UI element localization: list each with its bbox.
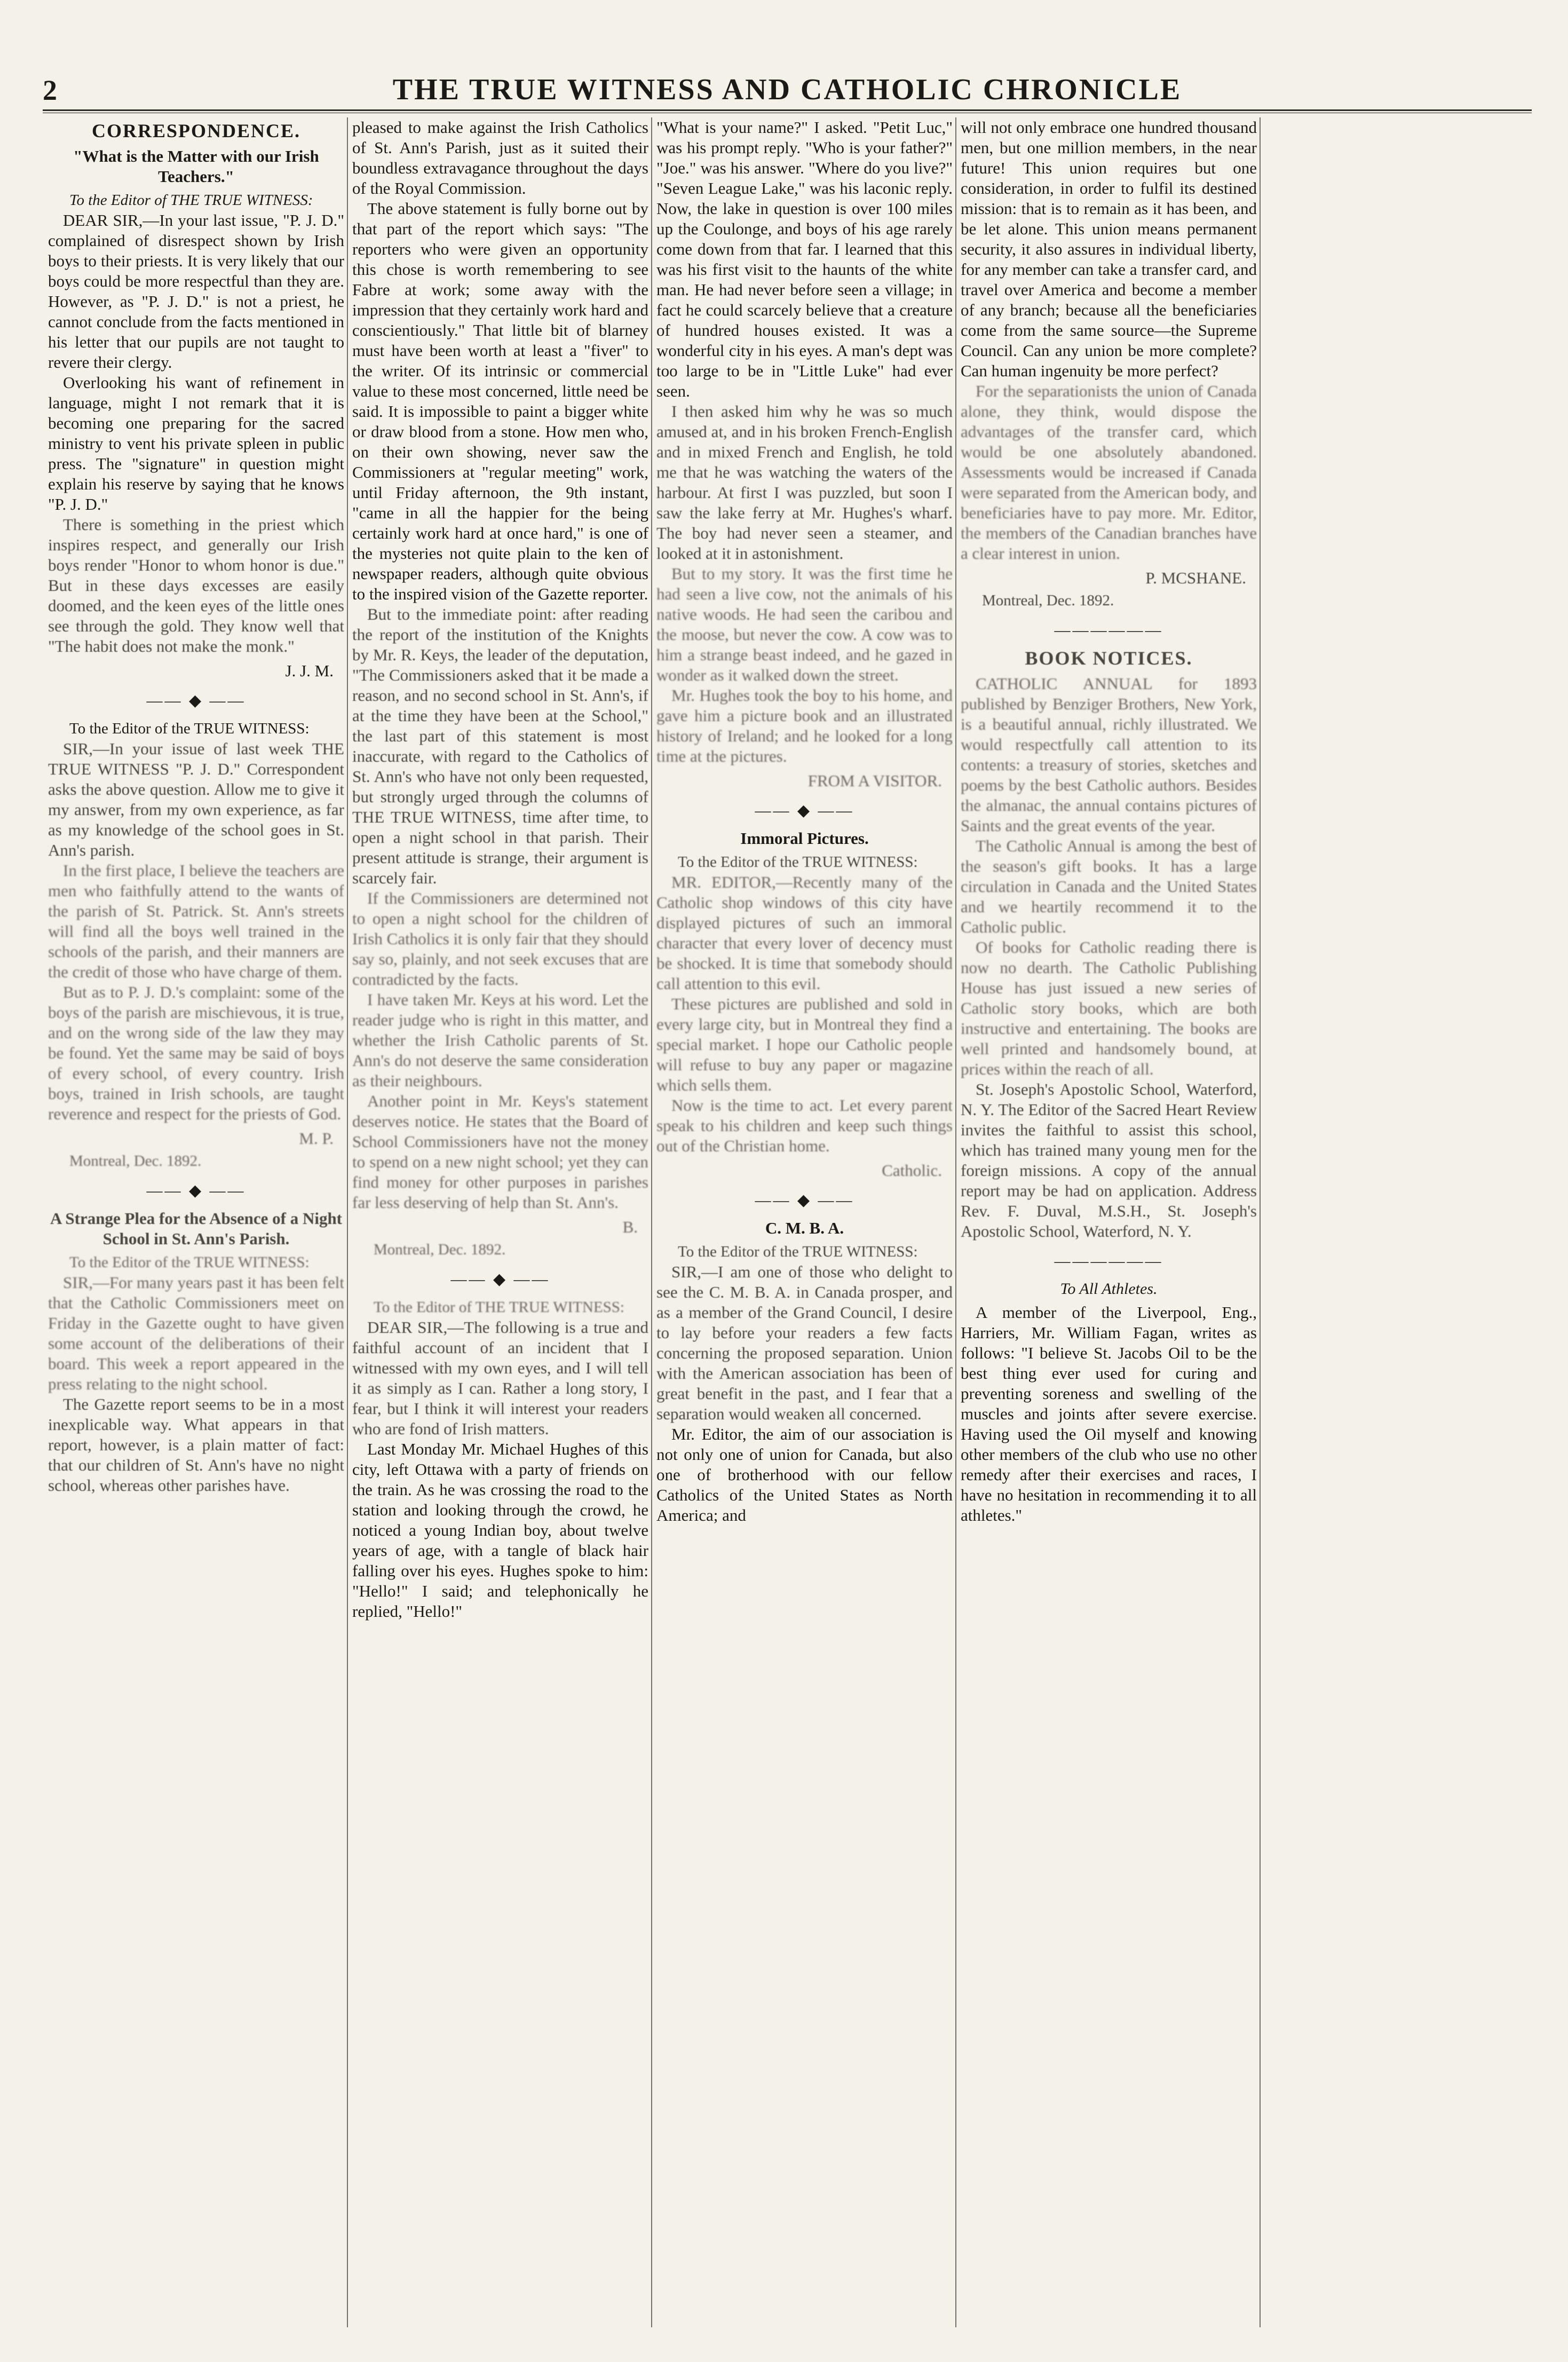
- separator: —— ◆ ——: [146, 1182, 246, 1199]
- article-paragraph: Mr. Editor, the aim of our association is not only one of union for Canada, but also one of brotherhood with our fellow Catholics of the United States as North America; and: [656, 1425, 953, 1524]
- article-title: Immoral Pictures.: [740, 829, 869, 848]
- letter-signature: M. P.: [299, 1129, 334, 1148]
- article-paragraph: I then asked him why he was so much amused at, and in his broken French-English and in mixed French and English, he told me that he was watching the waters of the harbour. At first I was puzzled, but soon I saw the lake ferry at Mr. Hughes's wharf. The boy had never seen a steamer, and looked at it in astonishment.: [656, 402, 953, 563]
- separator: ——————: [1054, 1252, 1163, 1270]
- article-paragraph: "What is your name?" I asked. "Petit Luc," was his prompt reply. "Who is your father?" "Joe." was his answer. "Where do you live?" "Seven League Lake," was his laconic reply. Now, the lake in question is over 100 miles up the Coulonge, and boys of his age rarely come down from that far. I learned that this was his first visit to the haunts of the white man. He had never before seen a village; in fact he could scarcely believe that a creature of hundred houses existed. It was a wonderful city in his eyes. A man's dept was too large to be in "Little Luke" had ever seen.: [656, 118, 953, 400]
- letter-signature: P. MCSHANE.: [1145, 568, 1246, 587]
- separator: —— ◆ ——: [450, 1270, 550, 1288]
- letter-salutation: To the Editor of THE TRUE WITNESS:: [374, 1299, 624, 1316]
- article-paragraph: SIR,—In your issue of last week THE TRUE WITNESS "P. J. D." Correspondent asks the above question. Allow me to give it my answer, from my own experience, as far as my knowledge of the school goes in St. Ann's parish.: [48, 739, 344, 859]
- separator: —— ◆ ——: [146, 692, 246, 709]
- article-paragraph: Overlooking his want of refinement in language, might I not remark that it is becoming one preparing for the sacred ministry to vent his private spleen in public press. The "signature" in question might explain his reserve by saying that he knows "P. J. D.": [48, 373, 344, 514]
- separator: ——————: [1054, 621, 1163, 639]
- page-number: 2: [43, 74, 57, 106]
- letter-signature: B.: [622, 1218, 638, 1236]
- letter-salutation: To the Editor of the TRUE WITNESS:: [678, 1243, 918, 1260]
- article-paragraph: pleased to make against the Irish Catholics of St. Ann's Parish, just as it suited their boundless extravagance throughout the days of the Royal Commission.: [352, 118, 648, 198]
- article-paragraph: DEAR SIR,—In your last issue, "P. J. D." complained of disrespect shown by Irish boys to their priests. It is very likely that our boys could be more respectful than they are. However, as "P. J. D." is not a priest, he cannot conclude from the facts mentioned in his letter that our pupils are not taught to revere their clergy.: [48, 211, 344, 372]
- column-divider: [651, 117, 652, 2327]
- article-paragraph: I have taken Mr. Keys at his word. Let the reader judge who is right in this matter, and whether the Irish Catholic parents of St. Ann's do not deserve the same consideration as their neighbours.: [352, 990, 648, 1090]
- article-paragraph: MR. EDITOR,—Recently many of the Catholic shop windows of this city have displayed pictures of such an immoral character that every lover of decency must be shocked. It is time that somebody should call attention to this evil.: [656, 873, 953, 993]
- article-title: "What is the Matter with our Irish Teachers.": [73, 147, 319, 186]
- letter-date: Montreal, Dec. 1892.: [374, 1241, 506, 1258]
- article-paragraph: will not only embrace one hundred thousand men, but one million members, in the near future! This union requires but one consideration, in order to fulfil its destined mission: that is to remain as it has been, and be let alone. This union means permanent security, it also assures in individual liberty, for any member can take a transfer card, and travel over America and become a member of any branch; because all the beneficiaries come from the same source—the Supreme Council. Can any union be more complete? Can human ingenuity be more perfect?: [961, 118, 1257, 380]
- article-paragraph: These pictures are published and sold in every large city, but in Montreal they find a special market. I hope our Catholic people will refuse to buy any paper or magazine which sells them.: [656, 994, 953, 1094]
- column-divider: [347, 117, 348, 2327]
- separator: —— ◆ ——: [755, 802, 854, 819]
- article-paragraph: Mr. Hughes took the boy to his home, and gave him a picture book and an illustrated history of Ireland; and he looked for a long time at the pictures.: [656, 686, 953, 765]
- article-paragraph: SIR,—I am one of those who delight to see the C. M. B. A. in Canada prosper, and as a member of the Grand Council, I desire to lay before your readers a few facts concerning the proposed separation. Union with the American association has been of great benefit in the past, and I fear that a separation would weaken all concerned.: [656, 1262, 953, 1423]
- masthead-title: THE TRUE WITNESS AND CATHOLIC CHRONICLE: [392, 73, 1182, 106]
- article-paragraph: DEAR SIR,—The following is a true and faithful account of an incident that I witnessed with my own eyes, and I will tell it as simply as I can. Rather a long story, I fear, but I think it will interest your readers who are fond of Irish matters.: [352, 1318, 648, 1438]
- separator: —— ◆ ——: [755, 1191, 854, 1209]
- column-4: [961, 117, 1257, 2327]
- article-paragraph: For the separationists the union of Canada alone, they think, would dispose the advantages of the transfer card, which would be one absolutely abandoned. Assessments would be increased if Canada were separated from the American body, and beneficiaries have to pay more. Mr. Editor, the members of the Canadian branches have a clear interest in union.: [961, 382, 1257, 563]
- column-divider: [1260, 117, 1261, 2327]
- letter-salutation: To the Editor of the TRUE WITNESS:: [69, 720, 310, 737]
- letter-salutation: To the Editor of the TRUE WITNESS:: [678, 854, 918, 871]
- article-paragraph: The above statement is fully borne out by that part of the report which says: "The reporters who were given an opportunity this chose is worth remembering to see Fabre at work; some away with the impression that they certainly work hard and conscientiously." That little bit of blarney must have been worth at least a "fiver" to the writer. Of its intrinsic or commercial value to these most concerned, little need be said. It is impossible to paint a bigger white or draw blood from a stone. How men who, on their own showing, never saw the Commissioners at "regular meeting" work, until Friday afternoon, the 9th instant, "came in all the happier for the being certainly work hard at once hard," is one of the mysteries not quite plain to the ken of newspaper readers, although quite obvious to the inspired vision of the Gazette reporter.: [352, 199, 648, 603]
- article-paragraph: But to my story. It was the first time he had seen a live cow, not the animals of his native woods. He had seen the caribou and the moose, but never the cow. A cow was to him a strange beast indeed, and he gazed in wonder as it walked down the street.: [656, 564, 953, 684]
- letter-signature: J. J. M.: [285, 661, 334, 680]
- article-paragraph: Of books for Catholic reading there is now no dearth. The Catholic Publishing House has just issued a new series of Catholic story books, which are both instructive and entertaining. The books are well printed and handsomely bound, at prices within the reach of all.: [961, 938, 1257, 1078]
- column-3: [656, 117, 953, 2327]
- article-paragraph: The Catholic Annual is among the best of the season's gift books. It has a large circulation in Canada and the United States and we heartily recommend it to the Catholic public.: [961, 836, 1257, 936]
- section-heading: BOOK NOTICES.: [1025, 647, 1193, 669]
- article-paragraph: If the Commissioners are determined not to open a night school for the children of Irish Catholics it is only fair that they should say so, plainly, and not seek excuses that are contradicted by the facts.: [352, 889, 648, 989]
- article-paragraph: A member of the Liverpool, Eng., Harriers, Mr. William Fagan, writes as follows: "I believe St. Jacobs Oil to be the best thing ever used for curing and preventing soreness and swelling of the muscles and joints after severe exercise. Having used the Oil myself and knowing other members of the club who use no other remedy after their exercises and races, I have no hesitation in recommending it to all athletes.": [961, 1303, 1257, 1524]
- column-divider: [955, 117, 956, 2327]
- article-paragraph: But to the immediate point: after reading the report of the institution of the Knights by Mr. R. Keys, the leader of the deputation, "The Commissioners asked that it be made a reason, and no second school in St. Ann's, if at the time they have been at the School," the last part of this statement is most inaccurate, with regard to the Catholics of St. Ann's who have not only been requested, but strongly urged through the columns of THE TRUE WITNESS, time after time, to open a night school in that parish. Their present attitude is strange, their argument is scarcely fair.: [352, 605, 648, 887]
- column-2: [352, 117, 648, 2327]
- article-paragraph: There is something in the priest which inspires respect, and generally our Irish boys render "Honor to whom honor is due." But in these days excesses are easily doomed, and the keen eyes of the little ones see through the gold. They know well that "The habit does not make the monk.": [48, 515, 344, 655]
- article-paragraph: SIR,—For many years past it has been felt that the Catholic Commissioners meet on Friday in the Gazette ought to have given some account of the deliberations of their board. This week a report appeared in the press relating to the night school.: [48, 1273, 344, 1393]
- article-paragraph: But as to P. J. D.'s complaint: some of the boys of the parish are mischievous, it is true, and on the wrong side of the law they may be found. Yet the same may be said of boys of every school, of every country. Irish boys, trained in Irish schools, are taught reverence and respect for the priests of God.: [48, 983, 344, 1123]
- letter-signature: FROM A VISITOR.: [807, 771, 942, 790]
- article-paragraph: In the first place, I believe the teachers are men who faithfully attend to the wants of the parish of St. Patrick. St. Ann's streets will find all the boys well trained in the schools of the parish, and their manners are the credit of those who have charge of them.: [48, 861, 344, 981]
- article-paragraph: St. Joseph's Apostolic School, Waterford, N. Y. The Editor of the Sacred Heart Review invites the faithful to assist this school, which has trained many young men for the foreign missions. A copy of the annual report may be had on application. Address Rev. F. Duval, M.S.H., St. Joseph's Apostolic School, Waterford, N. Y.: [961, 1080, 1257, 1241]
- section-heading: CORRESPONDENCE.: [91, 120, 301, 141]
- page-header: [43, 64, 1532, 107]
- article-paragraph: The Gazette report seems to be in a most inexplicable way. What appears in that report, however, is a plain matter of fact: that our children of St. Ann's have no night school, whereas other parishes have.: [48, 1395, 344, 1495]
- letter-date: Montreal, Dec. 1892.: [982, 592, 1114, 609]
- article-paragraph: CATHOLIC ANNUAL for 1893 published by Benziger Brothers, New York, is a beautiful annual, richly illustrated. We would respectfully call attention to its contents: a treasury of stories, sketches and poems by the best Catholic authors. Besides the almanac, the annual contains pictures of Saints and the great events of the year.: [961, 674, 1257, 835]
- letter-signature: Catholic.: [882, 1161, 942, 1180]
- letter-salutation: To the Editor of the TRUE WITNESS:: [69, 1254, 310, 1271]
- article-title: A Strange Plea for the Absence of a Night School in St. Ann's Parish.: [50, 1209, 343, 1248]
- letter-salutation: To the Editor of THE TRUE WITNESS:: [69, 192, 313, 209]
- column-1: [48, 117, 344, 2327]
- letter-date: Montreal, Dec. 1892.: [69, 1152, 202, 1170]
- header-rule: [43, 109, 1532, 111]
- article-title: C. M. B. A.: [765, 1219, 844, 1237]
- article-paragraph: Last Monday Mr. Michael Hughes of this city, left Ottawa with a party of friends on the train. As he was crossing the road to the station and looking through the crowd, he noticed a young Indian boy, about twelve years of age, with a tangle of black hair falling over his eyes. Hughes spoke to him: "Hello!" I said; and telephonically he replied, "Hello!": [352, 1440, 648, 1621]
- article-paragraph: Another point in Mr. Keys's statement deserves notice. He states that the Board of School Commissioners have not the money to spend on a new night school; yet they can find money for other purposes in parishes far less deserving of help than St. Ann's.: [352, 1092, 648, 1212]
- article-title: To All Athletes.: [1060, 1280, 1158, 1298]
- article-paragraph: Now is the time to act. Let every parent speak to his children and keep such things out of the Christian home.: [656, 1096, 953, 1155]
